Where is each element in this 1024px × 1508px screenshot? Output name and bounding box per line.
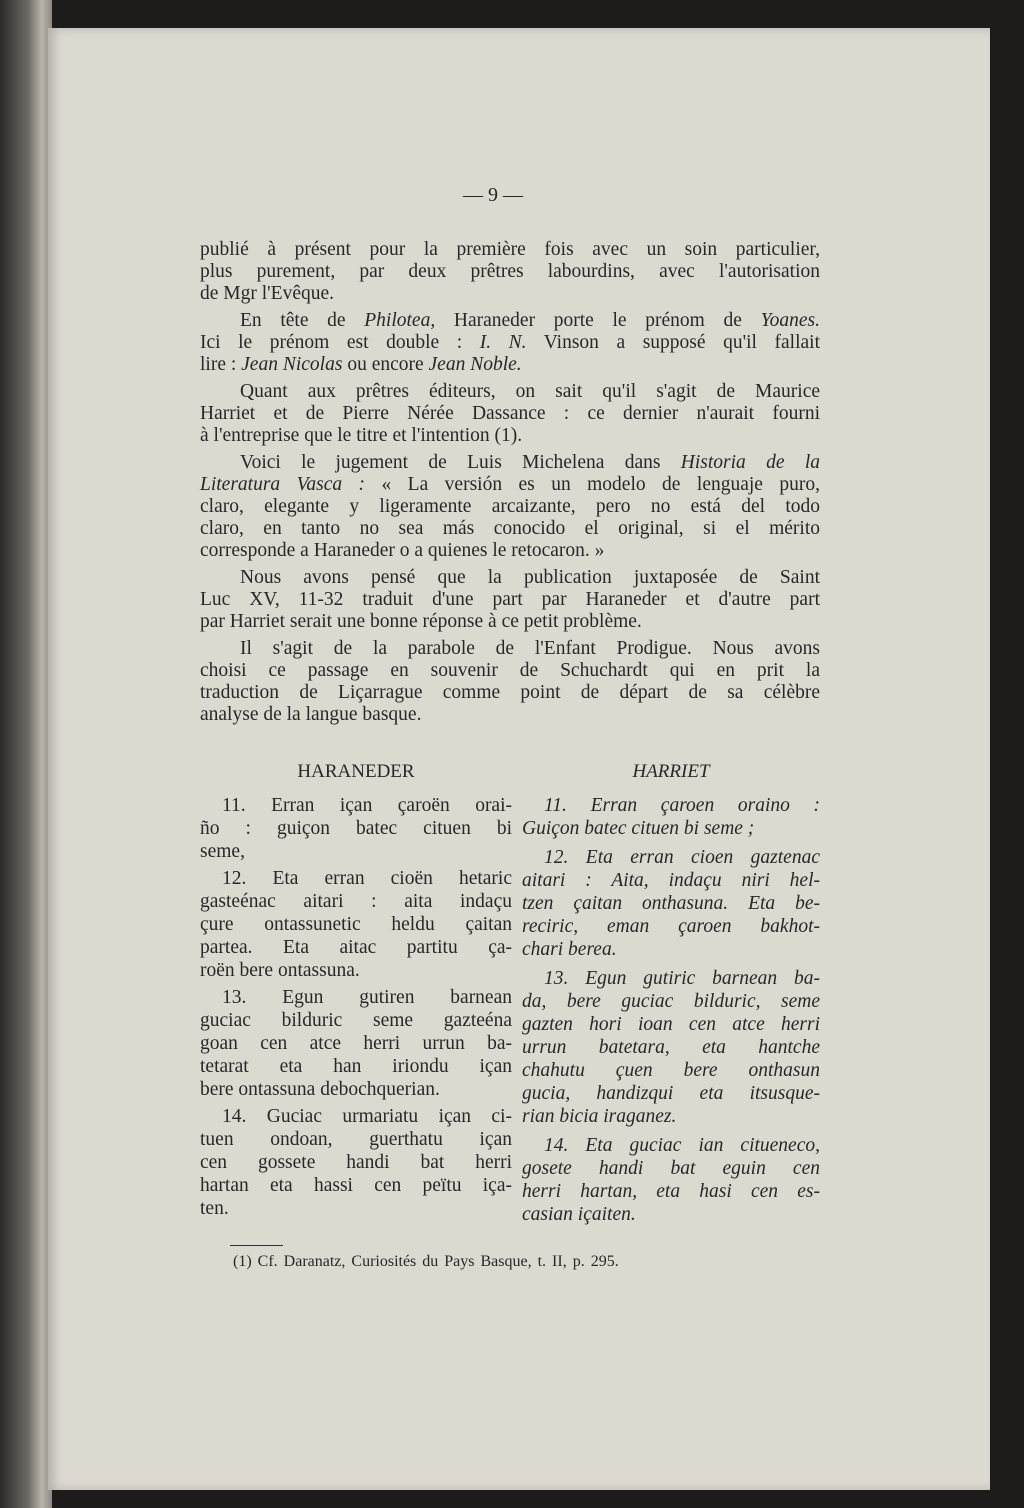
text-line: gosete handi bat eguin cen <box>522 1158 820 1179</box>
text-line: bere ontassuna debochquerian. <box>200 1079 440 1100</box>
text-line: 12. Eta erran cioen gaztenac <box>544 847 820 868</box>
column-harriet <box>522 760 820 1232</box>
text-line: 13. Egun gutiren barnean <box>222 987 512 1008</box>
text-line: publié à présent pour la première fois avec un soin particulier, <box>200 239 820 260</box>
text-line: aitari : Aita, indaçu niri hel- <box>522 870 820 891</box>
text-segment: lire : <box>200 354 242 375</box>
paragraph <box>200 867 512 982</box>
text-line: roën bere ontassuna. <box>200 960 360 981</box>
text-segment: Yoanes. <box>760 310 820 331</box>
text-line: Harriet et de Pierre Nérée Dassance : ce dernier n'aurait fourni <box>200 403 820 424</box>
text-line <box>200 310 820 332</box>
text-segment: Jean Nicolas <box>241 354 343 375</box>
text-line: tetarat eta han iriondu içan <box>200 1056 512 1077</box>
text-line: chahutu çuen bere onthasun <box>522 1060 820 1081</box>
text-segment: Historia de la <box>680 452 820 473</box>
text-line: Il s'agit de la parabole de l'Enfant Prodigue. Nous avons <box>240 638 820 659</box>
text-line: choisi ce passage en souvenir de Schuchardt qui en prit la <box>200 660 820 681</box>
text-line: reciric, eman çaroen bakhot- <box>522 916 820 937</box>
text-line: claro, elegante y ligeramente arcaizante, pero no está del todo <box>200 496 820 517</box>
footnote: (1) Cf. Daranatz, Curiosités du Pays Basque, t. II, p. 295. <box>233 1253 619 1270</box>
footnote-divider <box>230 1245 283 1246</box>
book-spine <box>0 0 52 1508</box>
text-line: urrun batetara, eta hantche <box>522 1037 820 1058</box>
text-line: claro, en tanto no sea más conocido el original, si el mérito <box>200 518 820 539</box>
text-line: plus purement, par deux prêtres labourdins, avec l'autorisation <box>200 261 820 282</box>
text-segment: I. N. <box>479 332 527 353</box>
text-line: casian içaiten. <box>522 1204 636 1225</box>
text-line: 11. Erran çaroen oraino : <box>544 795 820 816</box>
text-line: par Harriet serait une bonne réponse à ce petit problème. <box>200 611 642 632</box>
paragraph <box>200 310 820 376</box>
paragraph <box>522 967 820 1128</box>
text-line: tzen çaitan onthasuna. Eta be- <box>522 893 820 914</box>
text-line: hartan eta hassi cen peïtu iça- <box>200 1175 512 1196</box>
text-line: 13. Egun gutiric barnean ba- <box>544 968 820 989</box>
text-line <box>200 474 820 496</box>
text-segment: Philotea, <box>364 310 436 331</box>
text-line: seme, <box>200 841 245 862</box>
page-number: — 9 — <box>463 184 523 206</box>
text-segment: Voici le jugement de Luis Michelena dans <box>240 452 681 473</box>
text-segment: « La versión es un modelo de lenguaje puro, <box>365 474 821 495</box>
text-line: goan cen atce herri urrun ba- <box>200 1033 512 1054</box>
text-line: gucia, handizqui eta itsusque- <box>522 1083 820 1104</box>
text-segment: Literatura Vasca : <box>200 474 366 495</box>
text-line: gazten hori ioan cen atce herri <box>522 1014 820 1035</box>
paragraph <box>522 1134 820 1226</box>
text-line: da, bere guciac bilduric, seme <box>522 991 820 1012</box>
text-line <box>200 354 820 376</box>
text-line: ten. <box>200 1198 229 1219</box>
paragraph <box>200 986 512 1101</box>
text-line: à l'entreprise que le titre et l'intention (1). <box>200 425 523 446</box>
text-line: analyse de la langue basque. <box>200 704 422 725</box>
paragraph <box>522 794 820 840</box>
text-line <box>200 452 820 474</box>
text-segment: ou encore <box>342 354 429 375</box>
text-line: traduction de Liçarrague comme point de départ de sa célèbre <box>200 682 820 703</box>
text-line: 11. Erran içan çaroën orai- <box>222 795 512 816</box>
body-text <box>200 239 820 731</box>
text-line: corresponde a Haraneder o a quienes le retocaron. » <box>200 540 605 561</box>
text-line: 12. Eta erran cioën hetaric <box>222 868 512 889</box>
text-segment: Vinson a supposé qu'il fallait <box>526 332 820 353</box>
text-line: herri hartan, eta hasi cen es- <box>522 1181 820 1202</box>
text-line: tuen ondoan, guerthatu içan <box>200 1129 512 1150</box>
paragraph <box>200 452 820 562</box>
text-segment: Ici le prénom est double : <box>200 332 480 353</box>
text-line: çure ontassunetic heldu çaitan <box>200 914 512 935</box>
column-heading: HARANEDER <box>297 761 415 782</box>
paragraph <box>200 638 820 726</box>
text-line: rian bicia iraganez. <box>522 1106 677 1127</box>
text-line: gasteénac aitari : aita indaçu <box>200 891 512 912</box>
paragraph <box>200 381 820 447</box>
text-line: Nous avons pensé que la publication juxtaposée de Saint <box>240 567 820 588</box>
column-heading: HARRIET <box>632 761 710 782</box>
text-segment: En tête de <box>240 310 365 331</box>
text-line: Guiçon batec cituen bi seme ; <box>522 818 755 839</box>
paragraph <box>200 1105 512 1220</box>
paragraph <box>522 846 820 961</box>
text-segment: Jean Noble. <box>428 354 522 375</box>
text-line: Quant aux prêtres éditeurs, on sait qu'il s'agit de Maurice <box>240 381 820 402</box>
paragraph <box>200 567 820 633</box>
text-segment: Haraneder porte le prénom de <box>435 310 761 331</box>
document-page <box>48 28 990 1490</box>
text-line <box>200 332 820 354</box>
text-line: 14. Guciac urmariatu içan ci- <box>222 1106 512 1127</box>
text-line: chari berea. <box>522 939 617 960</box>
text-line: ño : guiçon batec cituen bi <box>200 818 512 839</box>
text-line: cen gossete handi bat herri <box>200 1152 512 1173</box>
text-line: de Mgr l'Evêque. <box>200 283 335 304</box>
text-line: 14. Eta guciac ian citueneco, <box>544 1135 820 1156</box>
paragraph <box>200 794 512 863</box>
text-line: guciac bilduric seme gazteéna <box>200 1010 512 1031</box>
paragraph <box>200 239 820 305</box>
text-line: partea. Eta aitac partitu ça- <box>200 937 512 958</box>
column-haraneder <box>200 760 512 1224</box>
text-line: Luc XV, 11-32 traduit d'une part par Haraneder et d'autre part <box>200 589 820 610</box>
